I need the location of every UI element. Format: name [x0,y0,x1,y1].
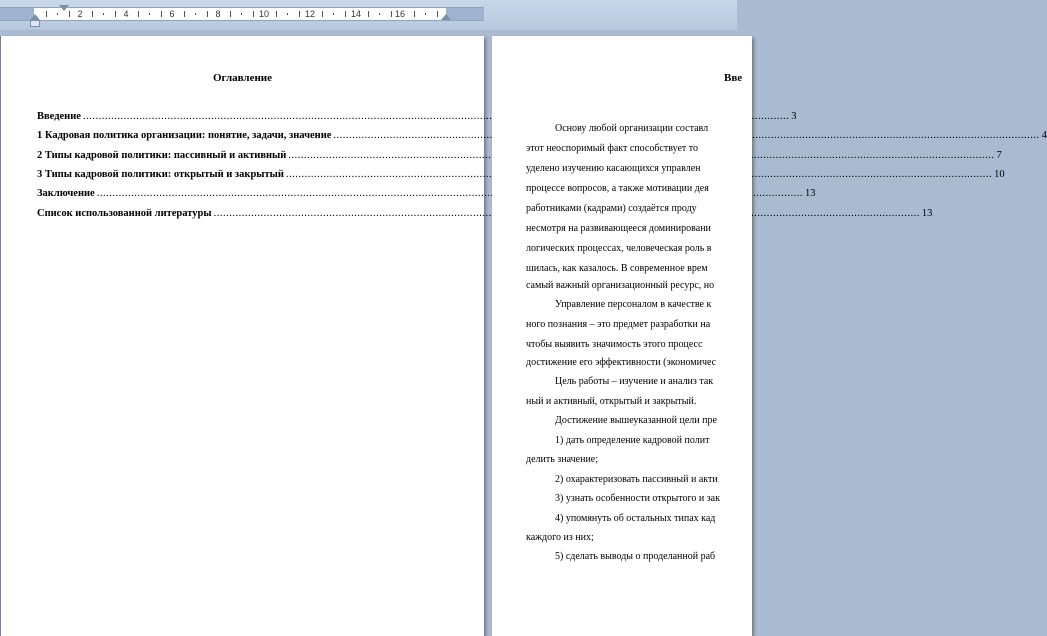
ruler-tick [322,11,323,17]
ruler-tick [425,13,426,15]
ruler-right-margin [446,8,484,20]
toc-entry-page: 4 [1041,130,1047,141]
right-indent-marker[interactable] [441,14,451,20]
paragraph-line: самый важный организационный ресурс, но [526,280,715,291]
horizontal-ruler[interactable] [0,7,484,21]
paragraph-line: 4) упомянуть об остальных типах кад [555,513,716,524]
ruler-label: 16 [394,9,406,19]
ruler-tick [161,11,162,17]
ruler-tick [379,13,380,15]
ruler-label: 14 [350,9,362,19]
toc-entry-page: 7 [996,150,1002,161]
ruler-label: 8 [215,9,221,19]
paragraph-line: этот неоспоримый факт способствует то [526,143,699,154]
paragraph-line: Цель работы – изучение и анализ так [555,376,714,387]
ruler-tick [414,11,415,17]
ruler-label: 10 [258,9,270,19]
toc-entry-page: 13 [921,208,933,219]
paragraph-line: каждого из них; [526,532,594,543]
ruler-tick [138,11,139,17]
ruler-tick [437,11,438,17]
paragraph-line: Основу любой организации составл [555,123,709,134]
paragraph-line: процессе вопросов, а также мотивации дея [526,183,709,194]
paragraph-line: 2) охарактеризовать пассивный и акти [555,474,718,485]
paragraph-line: 5) сделать выводы о проделанной раб [555,551,716,562]
toc-entry-page: 10 [994,169,1005,180]
paragraph-line: ного познания – это предмет разработки на [526,319,711,330]
ruler-label: 6 [169,9,175,19]
paragraph-line: 3) узнать особенности открытого и зак [555,493,720,504]
toc-entry-page: 13 [804,188,816,199]
ruler-tick [368,11,369,17]
ruler-tick [103,13,104,15]
ruler-left-margin [0,8,34,20]
toc-entry-text: 1 Кадровая политика организации: понятие, задачи, значение [37,130,332,141]
ruler-tick [57,13,58,15]
ruler-tick [149,13,150,15]
paragraph-line: ный и активный, открытый и закрытый. [526,396,697,407]
toc-entry[interactable] [37,149,1002,163]
ruler-label: 4 [123,9,129,19]
paragraph-line: шилась, как казалось. В современное врем [526,263,708,274]
ruler-tick [276,11,277,17]
paragraph-line: Управление персоналом в качестве к [555,299,712,310]
toc-entry-text: Список использованной литературы [37,208,212,219]
toc-entry[interactable] [37,110,797,124]
ruler-tick [345,11,346,17]
paragraph-line: работниками (кадрами) создаётся проду [526,203,697,214]
ruler-bar [0,0,737,30]
paragraph-line: несмотря на развивающееся доминировани [526,223,711,234]
ruler-tick [207,11,208,17]
ruler-tick [299,11,300,17]
ruler-tick [253,11,254,17]
toc-title: Оглавление [212,72,273,84]
paragraph-line: чтобы выявить значимость этого процесс [526,339,703,350]
ruler-tick [241,13,242,15]
first-line-indent-marker[interactable] [59,5,69,11]
paragraph-line: Достижение вышеуказанной цели пре [555,415,717,426]
toc-entry-text: Введение [37,111,81,122]
toc-entry-text: Заключение [37,188,95,199]
ruler-tick [333,13,334,15]
paragraph-line: достижение его эффективности (экономичес [526,357,717,368]
ruler-tick [391,11,392,17]
document-page-2[interactable] [492,36,752,636]
ruler-tick [287,13,288,15]
paragraph-line: логических процессах, человеческая роль в [526,243,712,254]
ruler-tick [230,11,231,17]
toc-entry-page: 3 [791,111,797,122]
left-indent-marker[interactable] [30,20,40,27]
toc-entry-text: 3 Типы кадровой политики: открытый и закрытый [37,169,284,180]
ruler-label: 2 [77,9,83,19]
paragraph-line: 1) дать определение кадровой полит [555,435,710,446]
ruler-tick [92,11,93,17]
paragraph-line: делить значение; [526,454,599,465]
paragraph-line: уделено изучению касающихся управлен [526,163,701,174]
toc-entry-text: 2 Типы кадровой политики: пассивный и активный [37,150,287,161]
toc-entry[interactable] [37,129,1047,143]
ruler-tick [184,11,185,17]
ruler-tick [115,11,116,17]
section-title: Вве [724,72,743,84]
ruler-tick [69,11,70,17]
ruler-tick [46,11,47,17]
ruler-label: 12 [304,9,316,19]
ruler-tick [195,13,196,15]
